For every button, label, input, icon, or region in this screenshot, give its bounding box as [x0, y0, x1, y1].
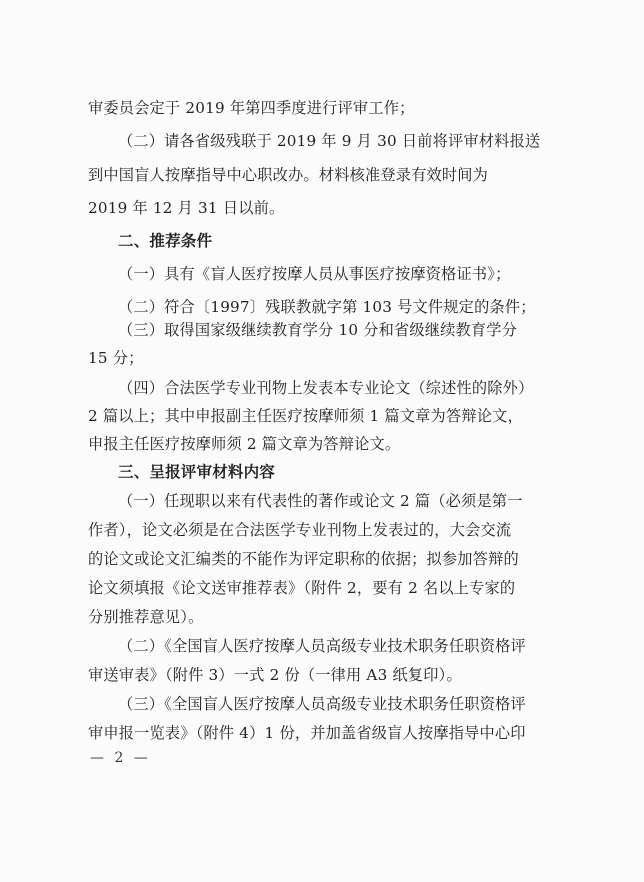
text-line: 2 篇以上；其中申报副主任医疗按摩师须 1 篇文章为答辩论文， [88, 407, 523, 425]
text-line: （一）具有《盲人医疗按摩人员从事医疗按摩资格证书》； [118, 265, 511, 283]
text-line: 审送审表》（附件 3）一式 2 份（一律用 A3 纸复印）。 [88, 666, 462, 684]
section-heading: 二、推荐条件 [118, 232, 213, 250]
text-line: 申报主任医疗按摩师须 2 篇文章为答辩论文。 [88, 435, 401, 453]
text-line: （三）《全国盲人医疗按摩人员高级专业技术职务任职资格评 [118, 695, 526, 713]
text-line: 15 分； [88, 349, 144, 367]
text-line: （二）符合〔1997〕残联教就字第 103 号文件规定的条件； [118, 298, 536, 316]
page-number: — 2 — [90, 750, 151, 766]
text-line: 作者），论文必须是在合法医学专业刊物上发表过的，大会交流 [88, 521, 512, 539]
text-line: 的论文或论文汇编类的不能作为评定职称的依据；拟参加答辩的 [88, 550, 519, 568]
text-line: （三）取得国家级继续教育学分 10 分和省级继续教育学分 [118, 321, 518, 339]
text-line: （四）合法医学专业刊物上发表本专业论文（综述性的除外） [118, 379, 534, 397]
text-line: 2019 年 12 月 31 日以前。 [88, 199, 285, 217]
text-line: （二）请各省级残联于 2019 年 9 月 30 日前将评审材料报送 [118, 132, 541, 150]
text-line: （二）《全国盲人医疗按摩人员高级专业技术职务任职资格评 [118, 637, 526, 655]
text-line: 分别推荐意见）。 [88, 608, 204, 626]
text-line: 审委员会定于 2019 年第四季度进行评审工作； [88, 99, 415, 117]
text-line: 审申报一览表》（附件 4）1 份，并加盖省级盲人按摩指导中心印 [88, 724, 526, 742]
text-line: 到中国盲人按摩指导中心职改办。材料核准登录有效时间为 [88, 166, 489, 184]
section-heading: 三、呈报评审材料内容 [118, 463, 276, 481]
text-line: （一）任现职以来有代表性的著作或论文 2 篇（必须是第一 [118, 492, 523, 510]
text-line: 论文须填报《论文送审推荐表》（附件 2，要有 2 名以上专家的 [88, 579, 516, 597]
